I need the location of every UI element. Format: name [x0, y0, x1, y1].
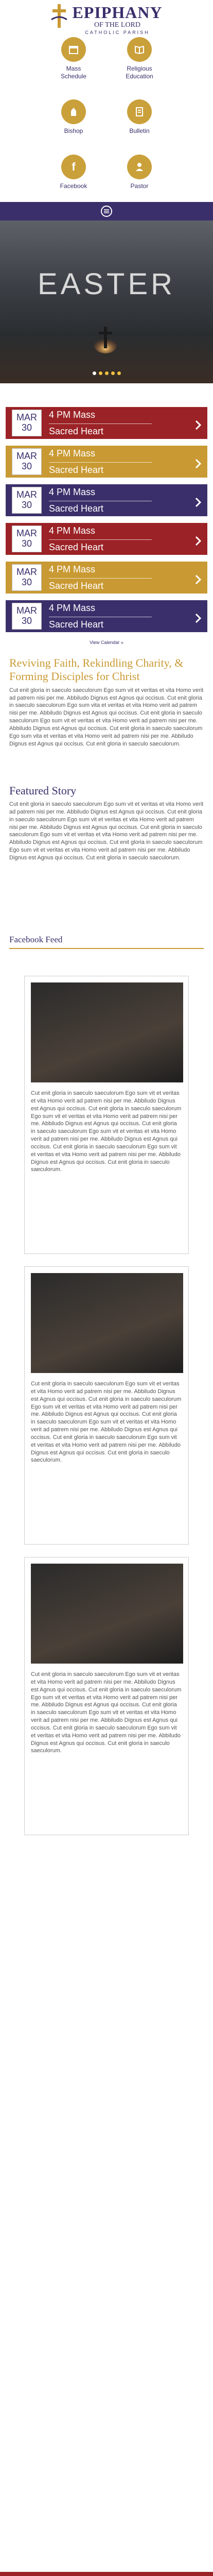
chevron-right-icon — [195, 574, 201, 587]
quick-link-bulletin[interactable] — [106, 99, 172, 147]
chevron-right-icon — [195, 536, 201, 549]
post-image — [31, 1564, 183, 1664]
cross-logo-icon — [50, 4, 68, 28]
slider-dot[interactable] — [93, 371, 96, 375]
mission-text: Cut enit gloria in saeculo saeculorum Ego sum vit et veritas et vita Homo verit ad patrem nisi per me. Abbiludo Dignus est Agnus qui occisus. Cut enit gloria in saeculo saeculorum Ego sum vita et veritas et vita Homo verit ad patrem nisi per me. Abbiludo Dignus est Agnus qui occisus. Cut enit gloria in saeculo saeculorum Ego sum vit et veritas et vita Homo verit ad patrem nisi per me. Abbiludo Dignus est Agnus qui occisus. Cut enit gloria in saeculo saeculorum Ego sum vita et veritas et vita Homo verit ad patrem nisi per me. Abbiludo Dignus est Agnus qui occisus. Cut enit gloria in saeculo saeculorum. — [9, 687, 204, 747]
event-place: Sacred Heart — [49, 541, 104, 552]
pastor-icon — [127, 155, 152, 179]
facebook-post[interactable] — [24, 976, 189, 1254]
site-tagline: CATHOLIC PARISH — [85, 30, 150, 35]
menu-icon[interactable] — [101, 206, 112, 217]
event-month: MAR — [16, 489, 37, 500]
facebook-icon: f — [61, 155, 86, 179]
quick-link-facebook[interactable] — [41, 155, 106, 202]
featured-story — [0, 777, 213, 935]
facebook-post[interactable] — [24, 1266, 189, 1545]
facebook-feed — [0, 935, 213, 2572]
event-day: 30 — [21, 500, 32, 510]
site-logo[interactable] — [50, 3, 163, 35]
event-place: Sacred Heart — [49, 464, 104, 475]
post-text: Cut enit gloria in saeculo saeculorum Ego sum vit et veritas et vita Homo verit ad patrem nisi per me. Abbiludo Dignus est Agnus qui occisus. Cut enit gloria in saeculo saeculorum Ego sum vit et veritas et vita Homo verit ad patrem nisi per me. Abbiludo Dignus est Agnus qui occisus. Cut enit gloria in saeculo saeculorum Ego sum vit et veritas et vita Homo verit ad patrem nisi per me. Abbiludo Dignus est Agnus qui occisus. Cut enit gloria in saeculo saeculorum Ego sum vit et veritas et vita Homo verit ad patrem nisi per me. Abbiludo Dignus est Agnus qui occisus. Cut enit gloria in saeculo saeculorum. — [31, 1671, 182, 1754]
quick-link-pastor[interactable] — [106, 155, 172, 202]
event-card[interactable] — [6, 407, 207, 439]
facebook-post[interactable] — [24, 1557, 189, 1835]
post-image — [31, 1273, 183, 1373]
event-date — [12, 603, 42, 630]
event-time: 4 PM Mass — [49, 448, 152, 463]
event-time: 4 PM Mass — [49, 564, 152, 579]
cross-icon — [94, 323, 117, 353]
hero-slider — [0, 221, 213, 383]
event-card[interactable] — [6, 562, 207, 594]
quick-links — [0, 32, 213, 202]
event-place: Sacred Heart — [49, 580, 104, 591]
post-text: Cut enit gloria in saeculo saeculorum Ego sum vit et veritas et vita Homo verit ad patrem nisi per me. Abbiludo Dignus est Agnus qui occisus. Cut enit gloria in saeculo saeculorum Ego sum vit et veritas et vita Homo verit ad patrem nisi per me. Abbiludo Dignus est Agnus qui occisus. Cut enit gloria in saeculo saeculorum Ego sum vit et veritas et vita Homo verit ad patrem nisi per me. Abbiludo Dignus est Agnus qui occisus. Cut enit gloria in saeculo saeculorum Ego sum vit et veritas et vita Homo verit ad patrem nisi per me. Abbiludo Dignus est Agnus qui occisus. Cut enit gloria in saeculo saeculorum. — [31, 1090, 182, 1173]
facebook-feed-heading: Facebook Feed — [9, 935, 204, 949]
view-calendar-link[interactable]: View Calendar » — [90, 640, 123, 645]
event-date — [12, 526, 42, 552]
event-card[interactable] — [6, 484, 207, 516]
chevron-right-icon — [195, 420, 201, 433]
event-time: 4 PM Mass — [49, 526, 152, 540]
main-nav-bar — [0, 202, 213, 221]
event-month: MAR — [16, 528, 37, 539]
event-time: 4 PM Mass — [49, 487, 152, 501]
event-card[interactable] — [6, 523, 207, 555]
quick-link-bishop[interactable] — [41, 99, 106, 147]
quick-link-label: Bulletin — [129, 127, 150, 135]
featured-heading: Featured Story — [9, 784, 77, 797]
news-events — [0, 2572, 213, 2576]
quick-link-label: Pastor — [130, 182, 149, 190]
hero-title: EASTER — [37, 267, 176, 301]
site-title: EPIPHANY — [72, 3, 163, 22]
event-date — [12, 564, 42, 591]
calendar-icon — [61, 37, 86, 62]
slider-dots — [0, 371, 213, 375]
event-time: 4 PM Mass — [49, 603, 152, 617]
event-time: 4 PM Mass — [49, 410, 152, 424]
quick-link-label: Mass Schedule — [60, 65, 87, 80]
event-month: MAR — [16, 412, 37, 423]
event-day: 30 — [21, 577, 32, 587]
event-place: Sacred Heart — [49, 503, 104, 514]
chevron-right-icon — [195, 613, 201, 626]
site-header — [0, 0, 213, 35]
quick-link-label: Bishop — [64, 127, 83, 135]
slider-dot[interactable] — [111, 371, 115, 375]
bulletin-icon — [127, 99, 152, 124]
site-subtitle: OF THE LORD — [94, 21, 140, 29]
event-place: Sacred Heart — [49, 426, 104, 436]
event-card[interactable] — [6, 446, 207, 478]
quick-link-religious-education[interactable] — [106, 37, 172, 92]
quick-link-label: Religious Education — [126, 65, 153, 80]
slider-dot[interactable] — [99, 371, 102, 375]
bishop-icon — [61, 99, 86, 124]
event-day: 30 — [21, 538, 32, 549]
post-image — [31, 982, 183, 1082]
event-place: Sacred Heart — [49, 619, 104, 630]
slider-dot[interactable] — [117, 371, 121, 375]
event-day: 30 — [21, 422, 32, 433]
chevron-right-icon — [195, 459, 201, 471]
events-list — [0, 383, 213, 645]
event-date — [12, 410, 42, 436]
featured-text: Cut enit gloria in saeculo saeculorum Ego sum vit et veritas et vita Homo verit ad patrem nisi per me. Abbiludo Dignus est Agnus qui occisus. Cut enit gloria in saeculo saeculorum Ego sum vit et veritas et vita Homo verit ad patrem nisi per me. Abbiludo Dignus est Agnus qui occisus. Cut enit gloria in saeculo saeculorum Ego sum vit et veritas et vita Homo verit ad patrem nisi per me. Abbiludo Dignus est Agnus qui occisus. Cut enit gloria in saeculo saeculorum Ego sum vit et veritas et vita Homo verit ad patrem nisi per me. Abbiludo Dignus est Agnus qui occisus. Cut enit gloria in saeculo saeculorum. — [9, 801, 204, 861]
event-month: MAR — [16, 605, 37, 616]
event-day: 30 — [21, 616, 32, 626]
mission-heading: Reviving Faith, Rekindling Charity, & Forming Disciples for Christ — [9, 656, 184, 683]
event-month: MAR — [16, 567, 37, 578]
book-icon — [127, 37, 152, 62]
event-day: 30 — [21, 461, 32, 471]
post-text: Cut enit gloria in saeculo saeculorum Ego sum vit et veritas et vita Homo verit ad patrem nisi per me. Abbiludo Dignus est Agnus qui occisus. Cut enit gloria in saeculo saeculorum Ego sum vit et veritas et vita Homo verit ad patrem nisi per me. Abbiludo Dignus est Agnus qui occisus. Cut enit gloria in saeculo saeculorum Ego sum vit et veritas et vita Homo verit ad patrem nisi per me. Abbiludo Dignus est Agnus qui occisus. Cut enit gloria in saeculo saeculorum Ego sum vit et veritas et vita Homo verit ad patrem nisi per me. Abbiludo Dignus est Agnus qui occisus. Cut enit gloria in saeculo saeculorum. — [31, 1381, 182, 1464]
event-card[interactable] — [6, 600, 207, 632]
quick-link-mass-schedule[interactable] — [41, 37, 106, 92]
quick-link-label: Facebook — [60, 182, 87, 190]
chevron-right-icon — [195, 497, 201, 510]
event-month: MAR — [16, 451, 37, 462]
mission-section — [0, 645, 213, 777]
slider-dot[interactable] — [105, 371, 109, 375]
event-date — [12, 448, 42, 475]
event-date — [12, 487, 42, 514]
